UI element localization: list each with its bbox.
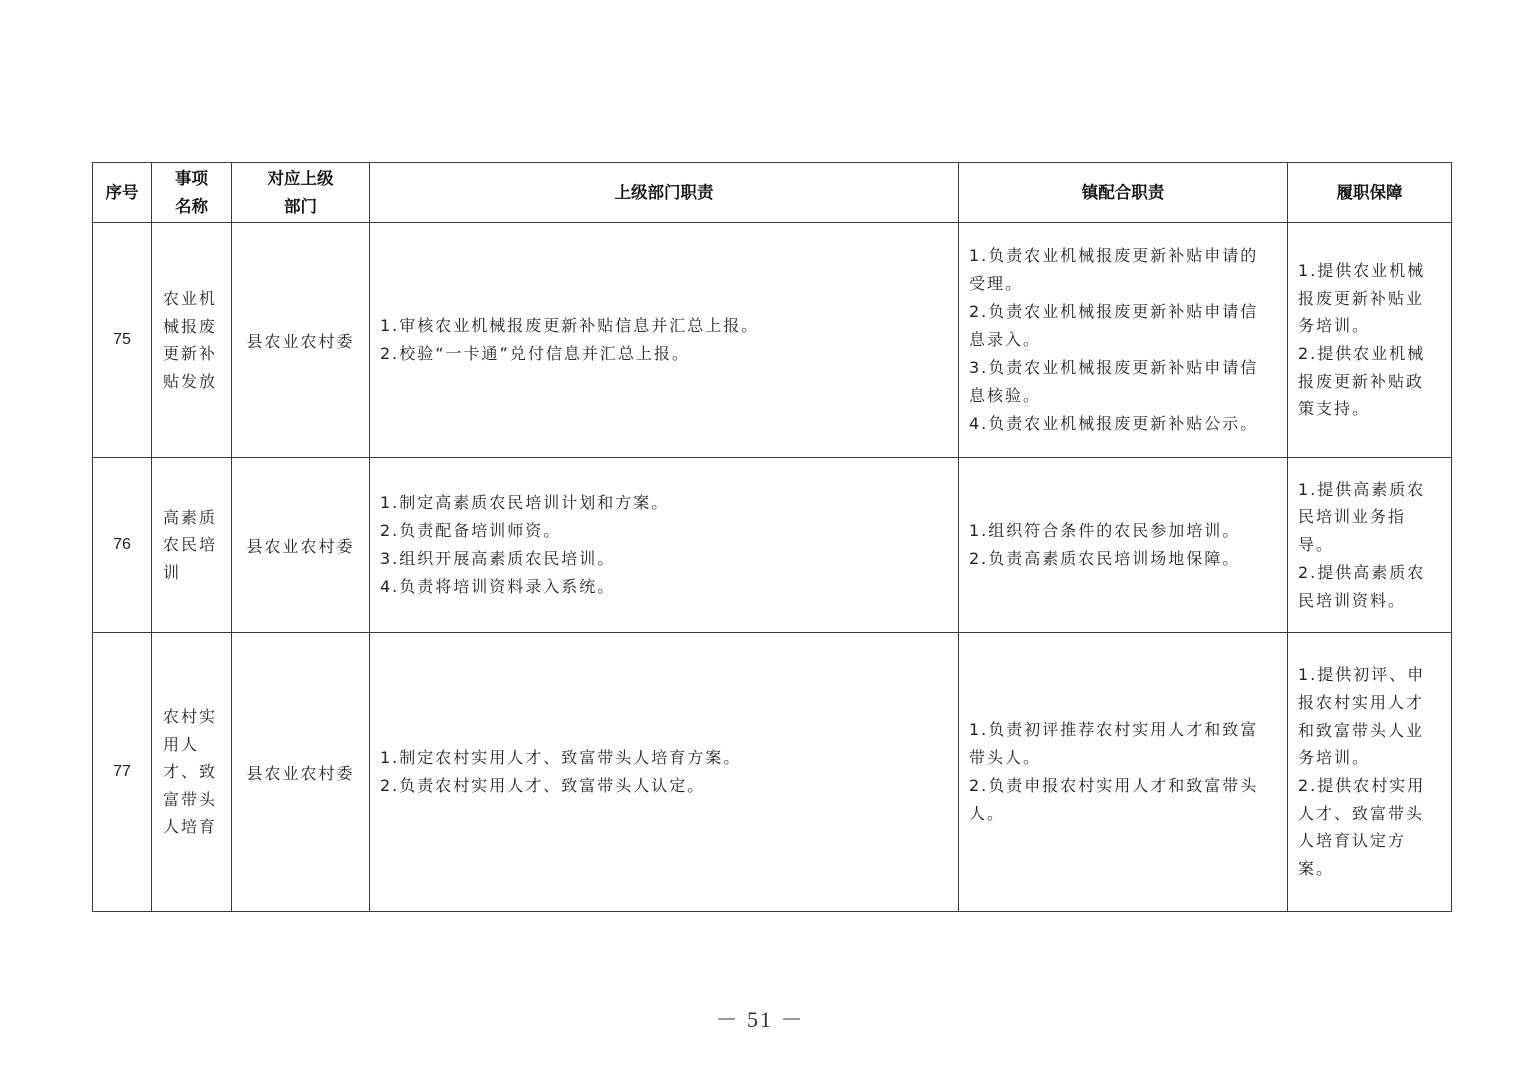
row-upper-duty [370, 633, 959, 912]
duty-line: 2.校验“一卡通”兑付信息并汇总上报。 [380, 344, 690, 363]
guarantee-line: 1.提供农业机械 [1298, 260, 1426, 280]
header-item-line2: 名称 [175, 196, 208, 216]
guarantee-line: 人才、致富带头 [1298, 803, 1425, 823]
guarantee-line: 1.提供初评、申 [1298, 665, 1426, 685]
guarantee-line: 2.提供高素质农 [1298, 562, 1426, 582]
coop-line: 4.负责农业机械报废更新补贴公示。 [969, 414, 1259, 433]
name-line: 训 [163, 562, 182, 582]
name-line: 高素质 [163, 507, 218, 527]
coop-line: 3.负责农业机械报废更新补贴申请信 [969, 358, 1259, 377]
duty-line: 3.组织开展高素质农民培训。 [380, 549, 616, 568]
row-guarantee [1288, 458, 1452, 633]
guarantee-line: 2.提供农村实用 [1298, 776, 1426, 795]
table-row [93, 223, 1452, 458]
row-upper-duty [370, 223, 959, 458]
header-guarantee: 履职保障 [1288, 163, 1452, 223]
name-line: 用人 [163, 734, 200, 754]
guarantee-line: 报农村实用人才 [1298, 692, 1425, 712]
table-row [93, 458, 1452, 633]
coop-line: 2.负责农业机械报废更新补贴申请信 [969, 302, 1259, 321]
duty-line: 4.负责将培训资料录入系统。 [380, 577, 616, 596]
coop-line: 人。 [969, 804, 1006, 823]
row-town-duty [959, 633, 1288, 912]
row-seq: 76 [93, 458, 152, 633]
guarantee-line: 民培训资料。 [1298, 590, 1407, 610]
row-upper-dept: 县农业农村委 [232, 633, 370, 912]
header-item-line1: 事项 [175, 168, 208, 188]
row-town-duty [959, 458, 1288, 633]
row-guarantee [1288, 223, 1452, 458]
coop-line: 1.负责初评推荐农村实用人才和致富 [969, 720, 1259, 739]
coop-line: 2.负责申报农村实用人才和致富带头 [969, 776, 1259, 795]
row-guarantee [1288, 633, 1452, 912]
name-line: 富带头 [163, 789, 218, 809]
guarantee-line: 和致富带头人业 [1298, 720, 1425, 740]
coop-line: 息录入。 [969, 330, 1042, 349]
duty-line: 2.负责农村实用人才、致富带头人认定。 [380, 776, 706, 795]
name-line: 才、致 [163, 762, 218, 782]
header-item-name [152, 163, 232, 223]
coop-line: 息核验。 [969, 386, 1042, 405]
guarantee-line: 1.提供高素质农 [1298, 479, 1426, 499]
guarantee-line: 案。 [1298, 859, 1335, 879]
name-line: 农村实 [163, 707, 218, 727]
header-upper-duty: 上级部门职责 [370, 163, 959, 223]
guarantee-line: 务培训。 [1298, 316, 1371, 336]
row-town-duty [959, 223, 1288, 458]
header-town-duty: 镇配合职责 [959, 163, 1288, 223]
guarantee-line: 务培训。 [1298, 748, 1371, 768]
coop-line: 2.负责高素质农民培训场地保障。 [969, 549, 1241, 568]
name-line: 人培育 [163, 817, 218, 837]
page-number: － 51 － [715, 1007, 805, 1032]
name-line: 贴发放 [163, 371, 218, 391]
name-line: 农民培 [163, 535, 218, 555]
name-line: 械报废 [163, 316, 218, 336]
row-upper-dept: 县农业农村委 [232, 223, 370, 458]
row-seq: 75 [93, 223, 152, 458]
guarantee-line: 导。 [1298, 535, 1335, 555]
coop-line: 带头人。 [969, 748, 1042, 767]
guarantee-line: 策支持。 [1298, 399, 1371, 419]
row-item-name [152, 458, 232, 633]
coop-line: 1.负责农业机械报废更新补贴申请的 [969, 246, 1259, 265]
table-row [93, 633, 1452, 912]
header-upper-line1: 对应上级 [267, 168, 334, 188]
duty-table [92, 162, 1452, 912]
coop-line: 受理。 [969, 274, 1024, 293]
duty-line: 1.制定高素质农民培训计划和方案。 [380, 493, 670, 512]
name-line: 农业机 [163, 289, 218, 308]
row-item-name [152, 633, 232, 912]
header-upper-line2: 部门 [284, 196, 317, 216]
row-upper-dept: 县农业农村委 [232, 458, 370, 633]
row-upper-duty [370, 458, 959, 633]
guarantee-line: 2.提供农业机械 [1298, 344, 1426, 363]
duty-line: 1.制定农村实用人才、致富带头人培育方案。 [380, 748, 742, 767]
header-row [93, 163, 1452, 223]
guarantee-line: 人培育认定方 [1298, 831, 1407, 851]
guarantee-line: 报废更新补贴政 [1298, 371, 1425, 391]
coop-line: 1.组织符合条件的农民参加培训。 [969, 521, 1241, 540]
header-seq: 序号 [93, 163, 152, 223]
duty-line: 1.审核农业机械报废更新补贴信息并汇总上报。 [380, 316, 760, 335]
row-seq: 77 [93, 633, 152, 912]
duty-line: 2.负责配备培训师资。 [380, 521, 562, 540]
header-upper-dept [232, 163, 370, 223]
guarantee-line: 民培训业务指 [1298, 507, 1407, 527]
guarantee-line: 报废更新补贴业 [1298, 288, 1425, 308]
name-line: 更新补 [163, 344, 218, 363]
row-item-name [152, 223, 232, 458]
